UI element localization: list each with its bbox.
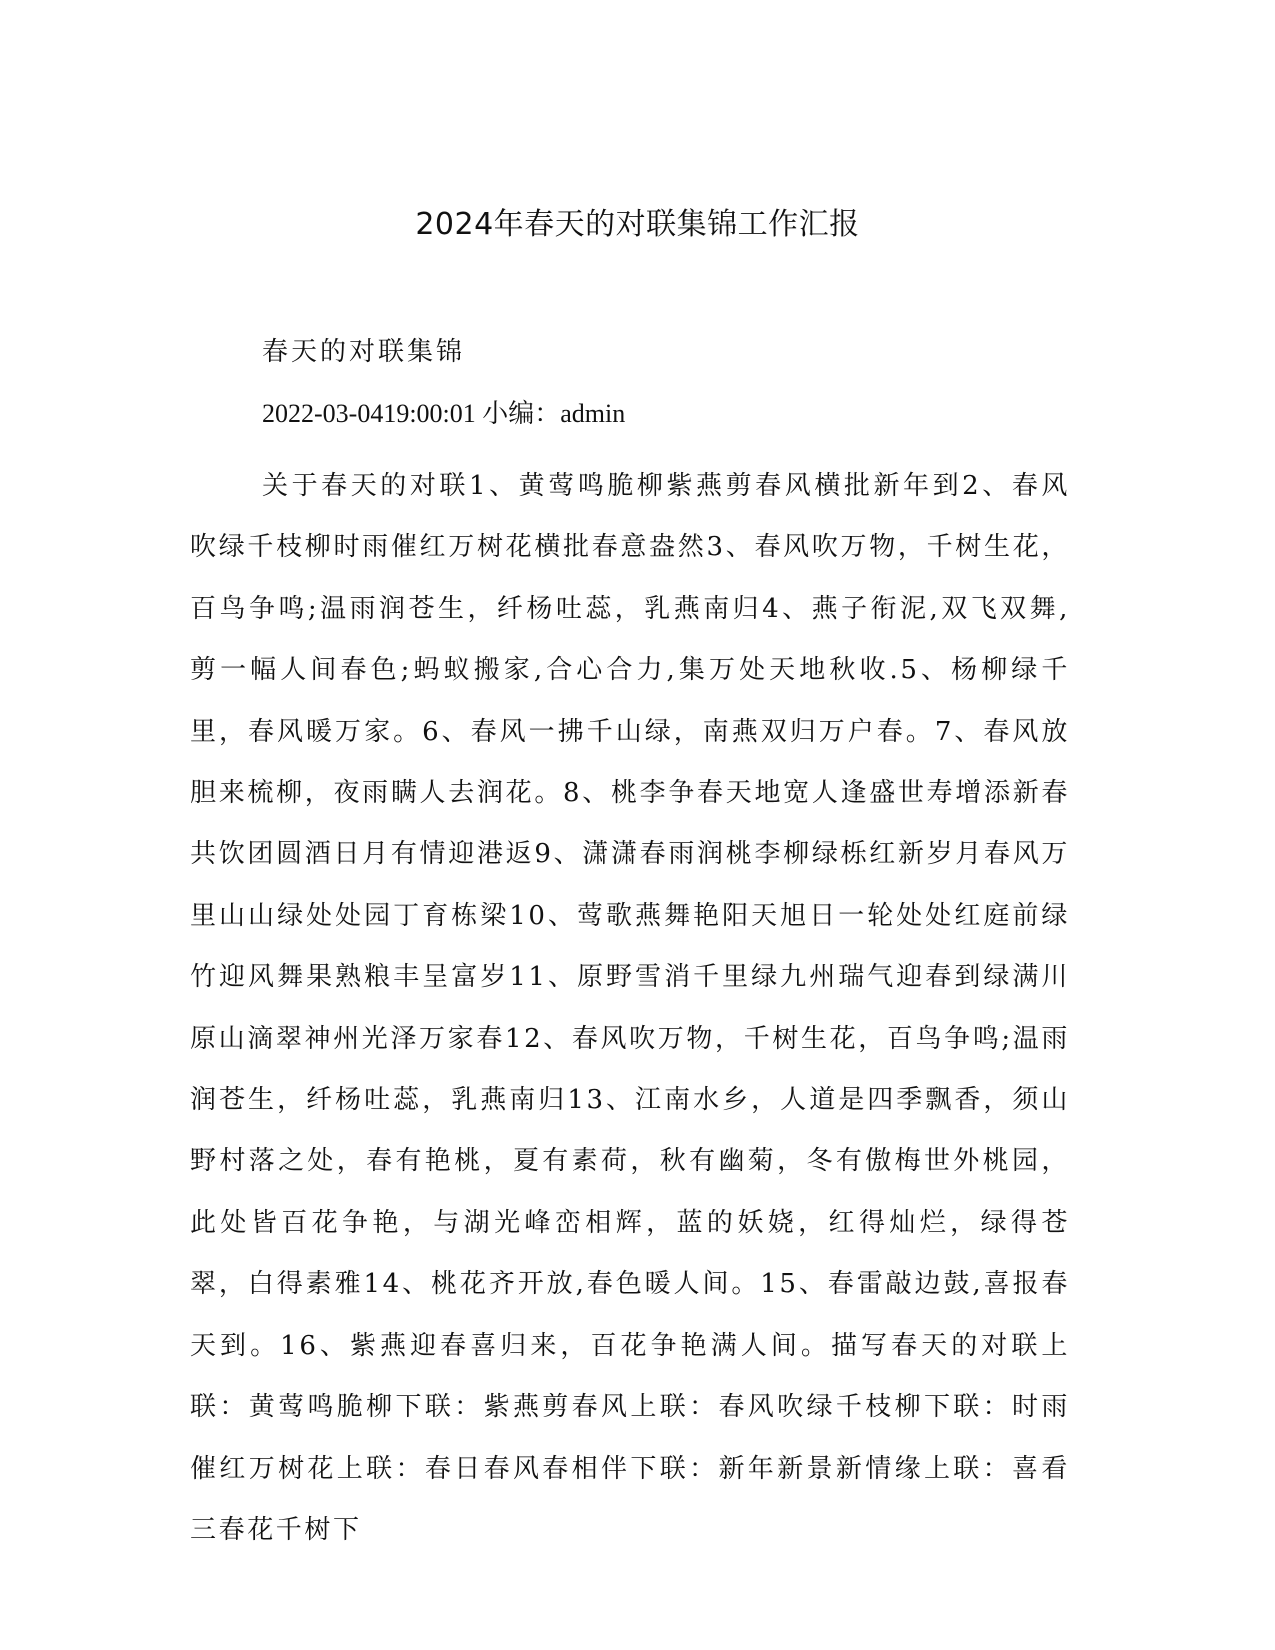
document-meta: 2022-03-0419:00:01 小编：admin	[262, 399, 626, 428]
document-title: 2024年春天的对联集锦工作汇报	[415, 207, 860, 242]
document-body: 关于春天的对联1、黄莺鸣脆柳紫燕剪春风横批新年到2、春风吹绿千枝柳时雨催红万树花横批春意盎然3、春风吹万物，千树生花，百鸟争鸣;温雨润苍生，纤杨吐蕊，乳燕南归4、燕子衔泥,双飞双舞,剪一幅人间春色;蚂蚁搬家,合心合力,集万处天地秋收.5、杨柳绿千里，春风暖万家。6、春风一拂千山绿，南燕双归万户春。7、春风放胆来梳柳，夜雨瞒人去润花。8、桃李争春天地宽人逢盛世寿增添新春共饮团圆酒日月有情迎港返9、潇潇春雨润桃李柳绿栎红新岁月春风万里山山绿处处园丁育栋梁10、莺歌燕舞艳阳天旭日一轮处处红庭前绿竹迎风舞果熟粮丰呈富岁11、原野雪消千里绿九州瑞气迎春到绿满川原山滴翠神州光泽万家春12、春风吹万物，千树生花，百鸟争鸣;温雨润苍生，纤杨吐蕊，乳燕南归13、江南水乡，人道是四季飘香，须山野村落之处，春有艳桃，夏有素荷，秋有幽菊，冬有傲梅世外桃园，此处皆百花争艳，与湖光峰峦相辉，蓝的妖娆，红得灿烂，绿得苍翠，白得素雅14、桃花齐开放,春色暖人间。15、春雷敲边鼓,喜报春天到。16、紫燕迎春喜归来，百花争艳满人间。描写春天的对联上联：黄莺鸣脆柳下联：紫燕剪春风上联：春风吹绿千枝柳下联：时雨催红万树花上联：春日春风春相伴下联：新年新景新情缘上联：喜看三春花千树下	[190, 471, 1070, 1545]
document-subtitle: 春天的对联集锦	[262, 337, 466, 367]
